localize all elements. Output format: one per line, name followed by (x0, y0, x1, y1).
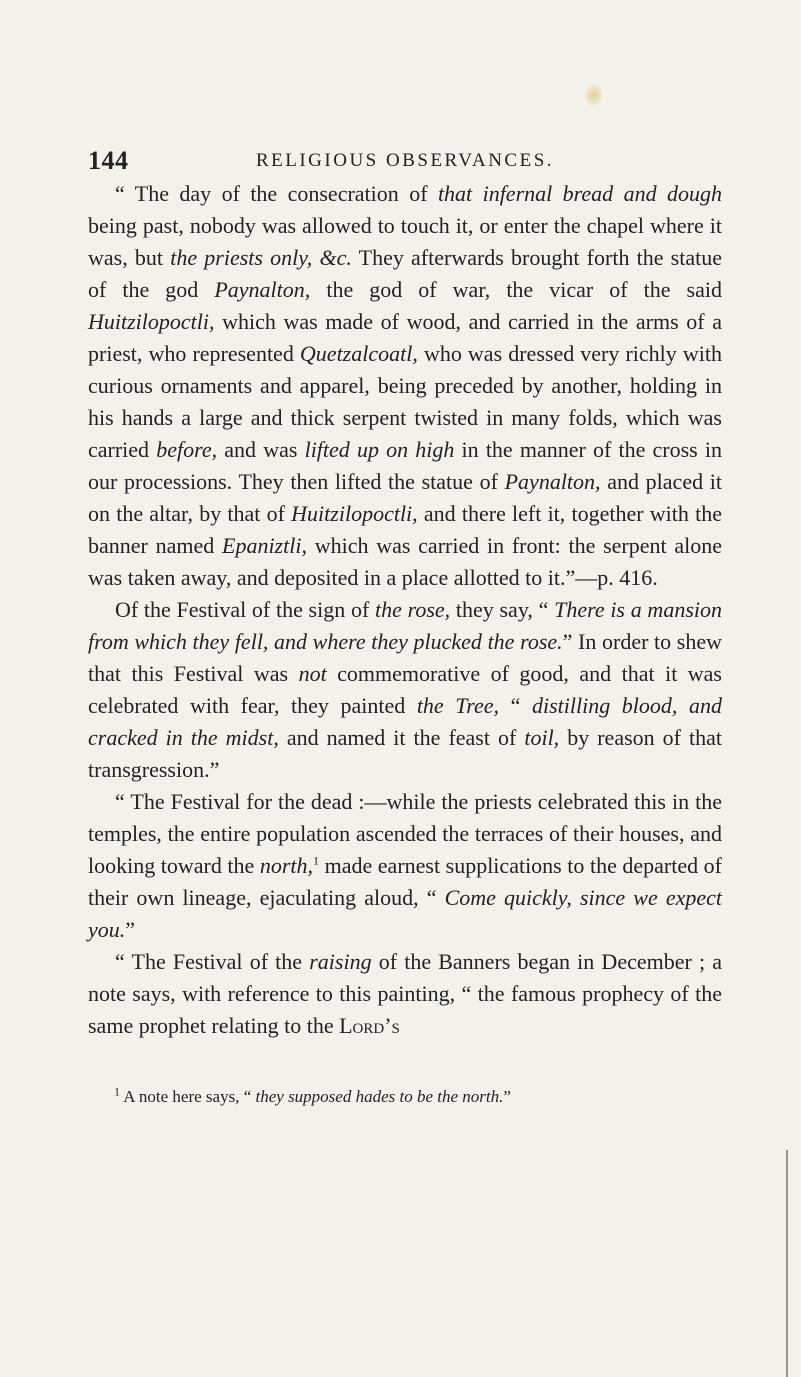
text-run: “ The Festival for the dead :—while the priests celebrated this in the temples, the entire population ascended the terraces of their houses, and looking toward the (88, 789, 722, 878)
text-run: which was carried in front: the serpent alone was taken away, and deposited in a place allotted to it.”—p. 416. (88, 533, 723, 590)
text-run: commemorative of good, and that it was celebrated with fear, they painted (88, 661, 722, 718)
text-run: and was (217, 437, 305, 462)
page-edge-shadow (786, 1150, 788, 1377)
italic-run: Huitzilopoctli, (291, 501, 418, 526)
small-caps-run: Lord’s (339, 1013, 400, 1038)
footnote (96, 1085, 730, 1109)
italic-run: not (298, 661, 327, 686)
text-run: ” In order to shew that this Festival was (88, 629, 723, 686)
italic-run: the Tree, (416, 693, 500, 718)
text-run: ” (503, 1087, 511, 1106)
text-run: they say, “ (450, 597, 555, 622)
italic-run: lifted up on high (304, 437, 455, 462)
italic-run: Paynalton, (504, 469, 601, 494)
body-text (88, 178, 722, 1042)
page-header (88, 146, 722, 176)
text-run: and placed it on the altar, by that of (88, 469, 723, 526)
paragraph (88, 178, 722, 594)
italic-run: raising (309, 949, 372, 974)
text-run: of the Banners began in December ; a note says, with reference to this painting, “ the famous prophecy of the same prophet relating to the (88, 949, 723, 1038)
text-run: ” (125, 917, 136, 942)
italic-run: Epaniztli, (222, 533, 307, 558)
text-run: “ The day of the consecration of (115, 181, 438, 206)
italic-run: the priests only, &c. (170, 245, 352, 270)
text-run: being past, nobody was allowed to touch it, or enter the chapel where it was, but (88, 213, 722, 270)
text-run: “ (499, 693, 532, 718)
italic-run: the rose, (375, 597, 451, 622)
text-run: made earnest supplications to the departed of their own lineage, ejaculating aloud, “ (88, 853, 722, 910)
text-run: by reason of that transgression.” (88, 725, 722, 782)
running-head: RELIGIOUS OBSERVANCES. (255, 150, 555, 171)
text-run: the god of war, the vicar of the said (310, 277, 722, 302)
text-run: and there left it, together with the banner named (88, 501, 722, 558)
italic-run: Paynalton, (214, 277, 311, 302)
paragraph (88, 594, 722, 786)
italic-run: There is a mansion from which they fell, and where they plucked the rose. (88, 597, 722, 654)
paragraph (88, 946, 722, 1042)
text-run: “ The Festival of the (115, 949, 310, 974)
paragraph (88, 786, 722, 946)
italic-run: distilling blood, and cracked in the midst, (88, 693, 722, 750)
page-number: 144 (88, 146, 129, 175)
text-run: and named it the feast of (278, 725, 525, 750)
text-run: They afterwards brought forth the statue of the god (88, 245, 723, 302)
footnote-marker: 1 (114, 1084, 120, 1099)
italic-run: north, (259, 853, 314, 878)
italic-run: toil, (524, 725, 560, 750)
text-run: Of the Festival of the sign of (115, 597, 375, 622)
italic-run: before, (156, 437, 218, 462)
footnote-marker: 1 (313, 853, 320, 868)
paper-stain (586, 84, 602, 106)
text-run: which was made of wood, and carried in the arms of a priest, who represented (88, 309, 722, 366)
text-run: in the manner of the cross in our processions. They then lifted the statue of (88, 437, 722, 494)
text-run: A note here says, “ (120, 1087, 256, 1106)
italic-run: Come quickly, since we expect you. (88, 885, 722, 942)
italic-run: Huitzilopoctli, (88, 309, 215, 334)
italic-run: Quetzalcoatl, (299, 341, 418, 366)
italic-run: they supposed hades to be the north. (255, 1087, 504, 1106)
italic-run: that infernal bread and dough (437, 181, 722, 206)
text-run: who was dressed very richly with curious ornaments and apparel, being preceded by another, holding in his hands a large and thick serpent twisted in many folds, which was carried (88, 341, 722, 462)
